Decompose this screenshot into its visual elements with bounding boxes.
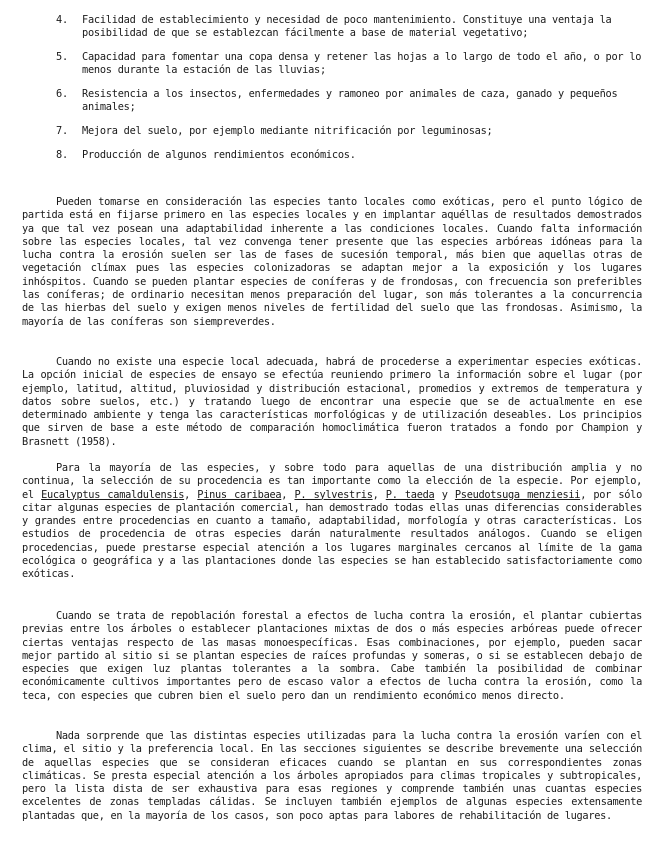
list-item xyxy=(56,88,646,114)
paragraph-exotic-species xyxy=(22,356,642,449)
separator: , xyxy=(281,488,295,501)
paragraph-text: Cuando se trata de repoblación forestal a efectos de lucha contra la erosión, el plantar cubiertas previas entre los árboles o establecer plantaciones mixtas de dos o más especies arbóreas puede ofrecer ciertas ventajas respecto de las masas monoespecíficas. Esas combinaciones, por ejemplo, pueden sacar mejor partido al sitio si se plantan especies de raíces profundas y someras, o si se establecen debajo de especies que exigen luz plantas tolerantes a la sombra. Cabe también la posibilidad de combinar económicamente cultivos importantes pero de escaso valor a efectos de lucha contra la erosión, como la teca, con especies que cubren bien el suelo pero dan un rendimiento económico menos directo. xyxy=(22,610,642,702)
paragraph-text: Pueden tomarse en consideración las especies tanto locales como exóticas, pero el punto lógico de partida está en fijarse primero en las especies locales y en implantar aquéllas de resultados demostrados ya que tal vez posean una adaptabilidad inherente a las condiciones locales. Cuando falta información sobre las especies locales, tal vez convenga tener presente que las especies arbóreas idóneas para la lucha contra la erosión suelen ser las de fases de sucesión temporal, más bien que aquellas otras de vegetación clímax pues las especies colonizadoras se adaptan mejor a la exposición y los lugares inhóspitos. Cuando se pueden plantar especies de coníferas y de frondosas, con frecuencia son preferibles las coníferas; de ordinario necesitan menos preparación del lugar, son más tolerantes a la concurrencia de las hierbas del suelo y exigen menos niveles de fertilidad del suelo que las frondosas. Asimismo, la mayoría de las coníferas son siempreverdes. xyxy=(22,196,642,328)
list-item-text: Facilidad de establecimiento y necesidad de poco mantenimiento. Constituye una ventaja la posibilidad de que se establezcan fácilmente a base de material vegetativo; xyxy=(82,14,612,39)
species-name: Pinus caribaea xyxy=(197,488,282,501)
paragraph-provenance xyxy=(22,462,642,582)
list-item-text: Producción de algunos rendimientos económicos. xyxy=(82,149,356,161)
species-name: Eucalyptus camaldulensis xyxy=(41,488,185,501)
paragraph-mixed-plantations xyxy=(22,610,642,703)
list-item-text: Mejora del suelo, por ejemplo mediante nitrificación por leguminosas; xyxy=(82,125,493,137)
paragraph-text: , por sólo citar algunas especies de plantación comercial, han demostrado todas ellas unas diferencias considerables y grandes entre procedencias en cuanto a tamaño, adaptabilidad, morfología y otras características. Los estudios de procedencia de otras especies darán naturalmente resultados análogos. Cuando se eligen procedencias, puede prestarse especial atención a los lugares marginales cercanos al límite de la gama ecológica o geográfica y a las plantaciones donde las especies se han establecido satisfactoriamente como exóticas. xyxy=(22,488,642,581)
list-item xyxy=(56,14,646,40)
list-item-number: 4. xyxy=(56,14,68,26)
list-item-number: 6. xyxy=(56,88,68,100)
species-name: Pseudotsuga menziesii xyxy=(454,488,581,501)
list-item-number: 8. xyxy=(56,149,68,161)
list-item xyxy=(56,125,646,138)
species-name: P. taeda xyxy=(385,488,435,501)
paragraph-climate-species xyxy=(22,730,642,823)
separator: y xyxy=(434,488,455,501)
species-name: P. sylvestris xyxy=(294,488,373,501)
paragraph-text: Cuando no existe una especie local adecuada, habrá de procederse a experimentar especies exóticas. La opción inicial de especies de ensayo se efectúa reuniendo primero la información sobre el lugar (por ejemplo, latitud, altitud, pluviosidad y distribución estacional, promedios y extremos de temperatura y datos sobre suelos, etc.) y tratando luego de encontrar una especie que se de actualmente en ese determinado ambiente y tenga las características morfológicas y de utilización deseables. Los principios que sirven de base a este método de comparación homoclimática fueron tratados a fondo por Champion y Brasnett (1958). xyxy=(22,356,642,448)
criteria-list xyxy=(56,14,646,173)
separator: , xyxy=(184,488,198,501)
list-item-text: Resistencia a los insectos, enfermedades y ramoneo por animales de caza, ganado y pequeños animales; xyxy=(82,88,618,113)
list-item xyxy=(56,51,646,77)
list-item xyxy=(56,149,646,162)
paragraph-species-selection xyxy=(22,196,642,329)
list-item-number: 5. xyxy=(56,51,68,63)
paragraph-text: Nada sorprende que las distintas especies utilizadas para la lucha contra la erosión varíen con el clima, el sitio y la preferencia local. En las secciones siguientes se describe brevemente una selección de aquellas especies que se consideran eficaces cuando se plantan en sus correspondientes zonas climáticas. Se presta especial atención a los árboles apropiados para climas tropicales y subtropicales, pero la lista dista de ser exhaustiva para esas regiones y comprende también unas cuantas especies excelentes de zonas templadas cálidas. Se incluyen también ejemplos de algunas especies extensamente plantadas que, en la mayoría de los casos, son poco aptas para labores de rehabilitación de lugares. xyxy=(22,730,642,822)
separator: , xyxy=(372,488,386,501)
paragraph-text: Para la mayoría de las especies, y sobre todo para aquellas de una distribución amplia y no continua, la selección de su procedencia es tan importante como la elección de la especie. Por ejemplo, el xyxy=(22,462,642,501)
list-item-text: Capacidad para fomentar una copa densa y retener las hojas a lo largo de todo el año, o por lo menos durante la estación de las lluvias; xyxy=(82,51,642,76)
list-item-number: 7. xyxy=(56,125,68,137)
